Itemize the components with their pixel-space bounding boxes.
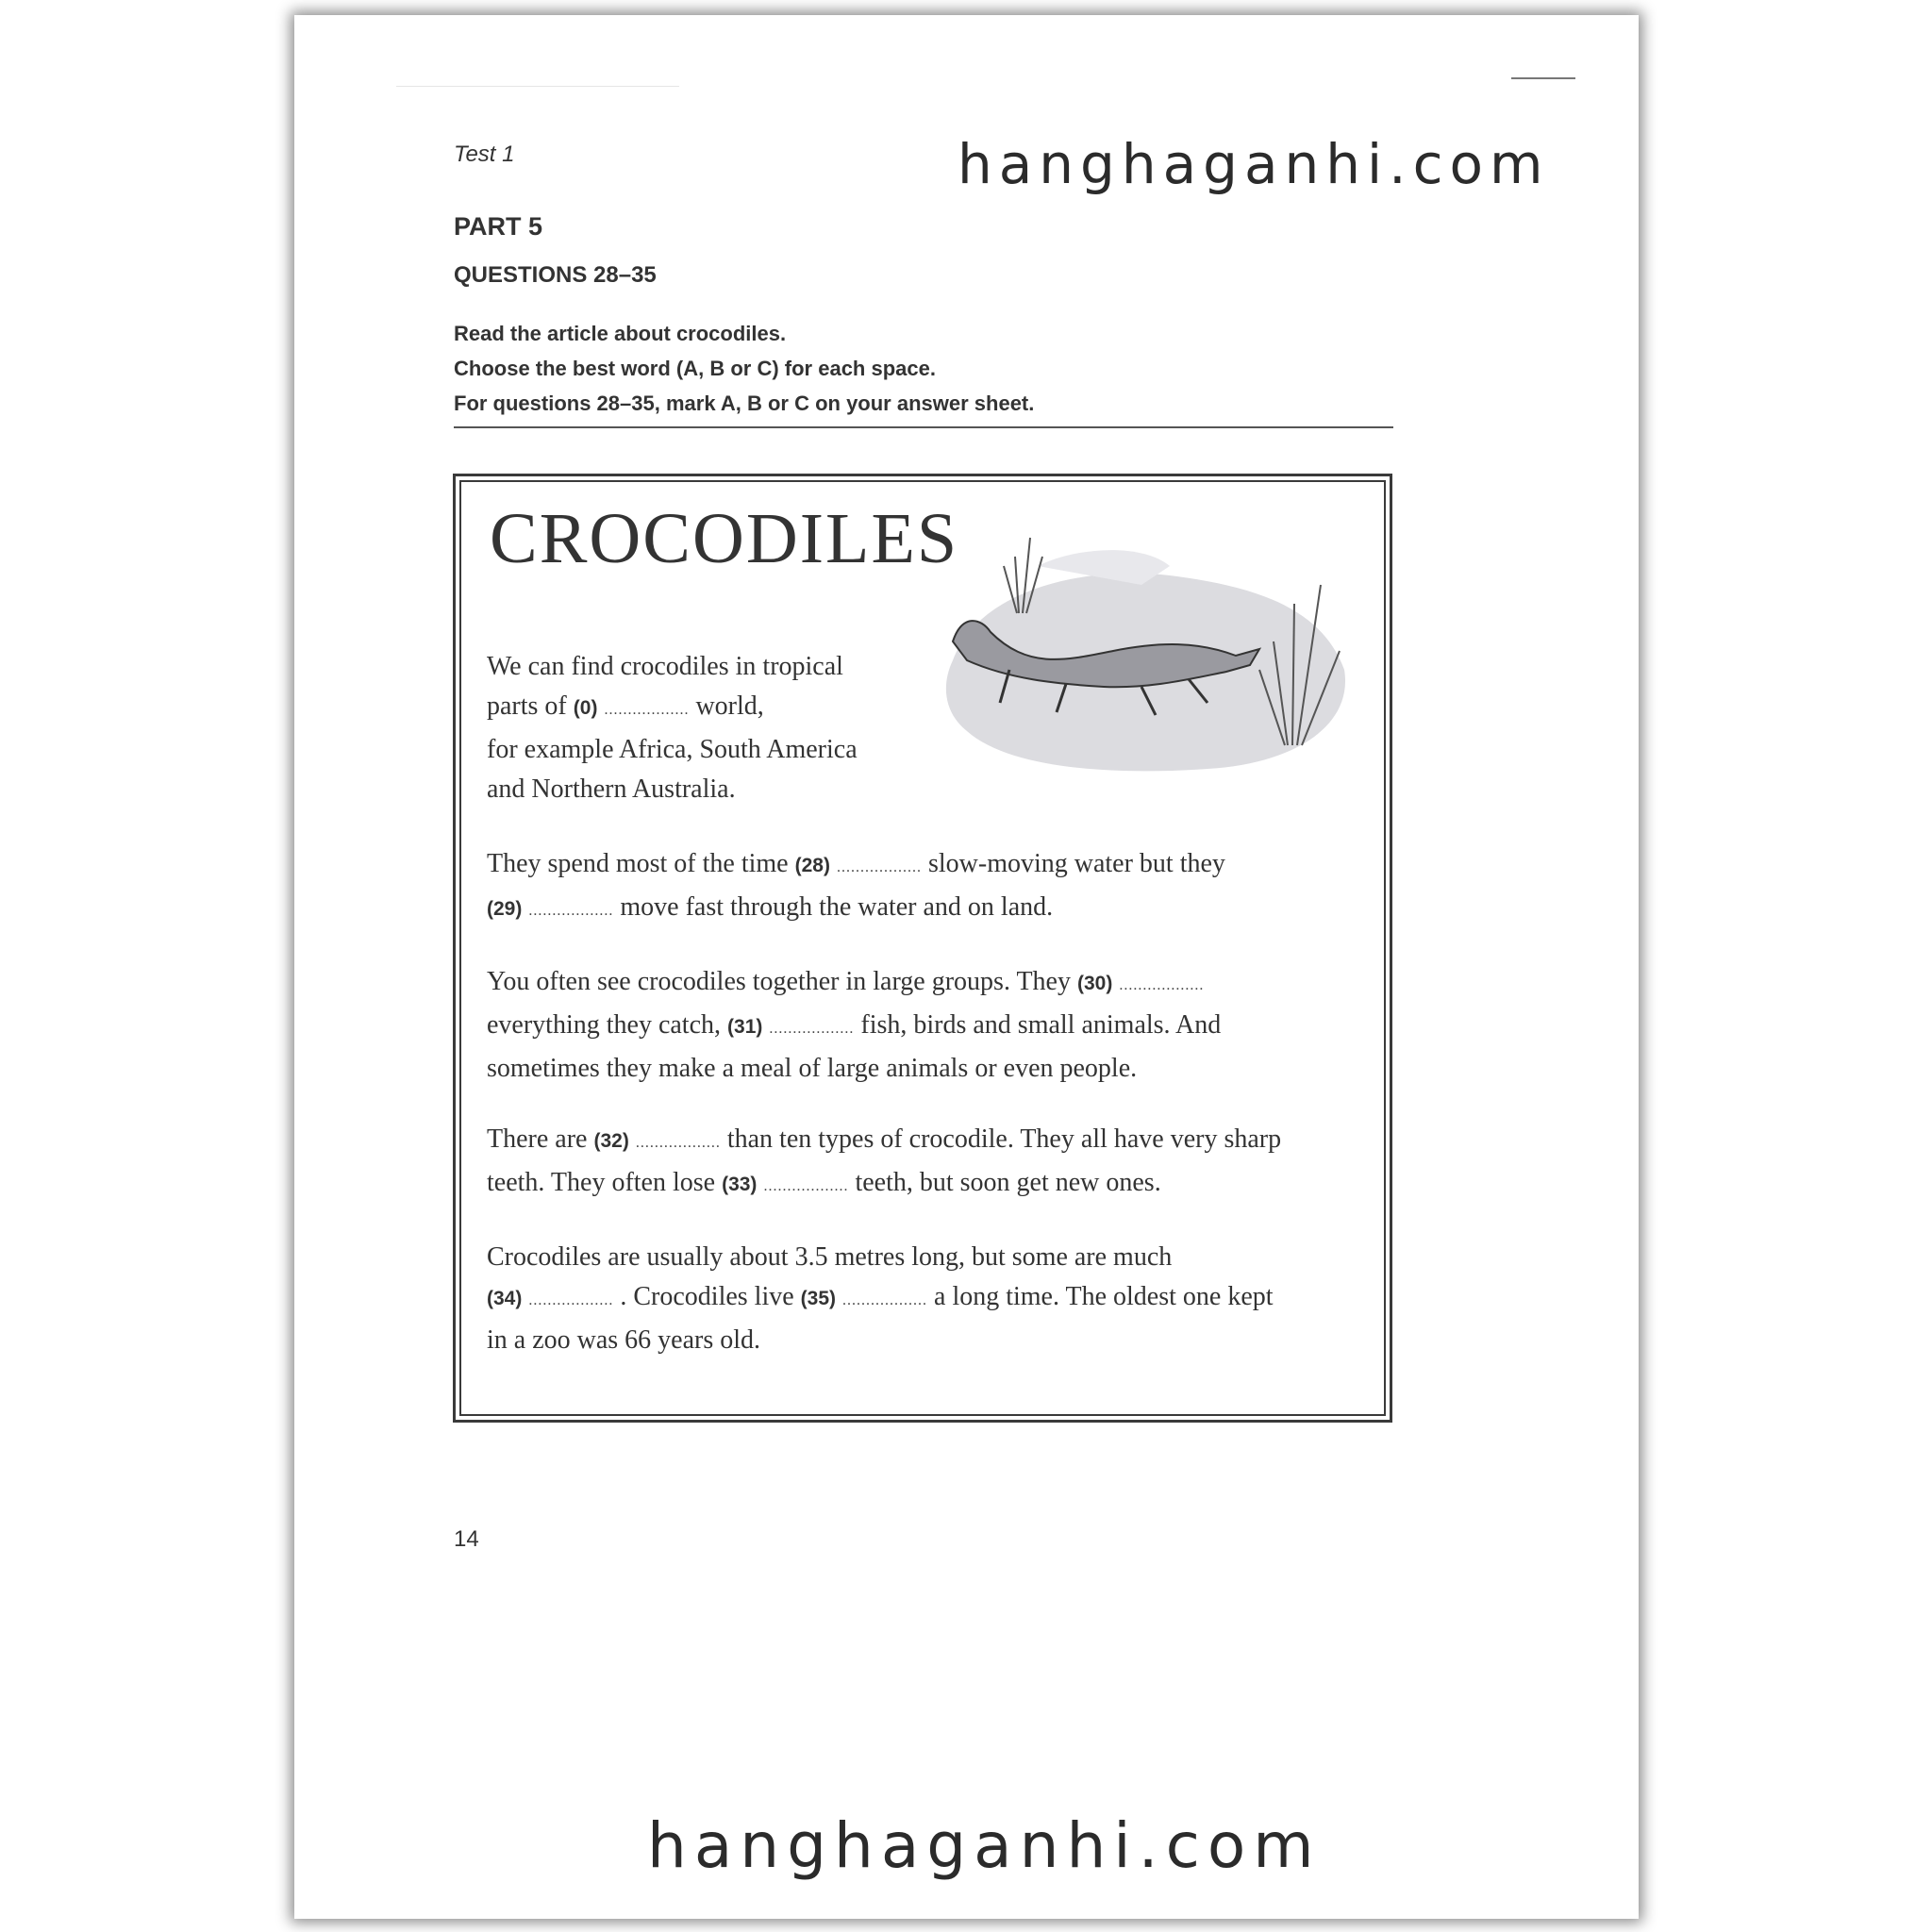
question-number: (31) [727, 1016, 763, 1038]
text-segment: a long time. The oldest one kept [927, 1282, 1274, 1311]
text-line [487, 1006, 1221, 1049]
answer-blank: .................. [528, 903, 614, 919]
text-segment: . Crocodiles live [613, 1282, 801, 1311]
question-number: (32) [593, 1130, 629, 1152]
text-segment: fish, birds and small animals. And [854, 1010, 1222, 1040]
question-number: (33) [722, 1174, 758, 1195]
article-title: CROCODILES [490, 499, 959, 578]
text-segment: There are [487, 1124, 594, 1154]
header-divider [454, 426, 1393, 428]
text-line [487, 1277, 1274, 1321]
text-line: Crocodiles are usually about 3.5 metres long, but some are much [487, 1242, 1173, 1272]
answer-blank: .................. [842, 1292, 928, 1308]
text-segment: parts of [487, 691, 574, 721]
watermark-bottom: hanghaganhi.com [647, 1809, 1322, 1882]
corner-rule [1511, 77, 1575, 79]
question-number: (29) [487, 898, 523, 920]
text-line: for example Africa, South America [487, 735, 858, 764]
answer-blank: .................. [635, 1135, 721, 1151]
text-segment: than ten types of crocodile. They all have very sharp [720, 1124, 1282, 1154]
question-number: (34) [487, 1288, 523, 1309]
answer-blank: .................. [763, 1178, 849, 1194]
text-line: in a zoo was 66 years old. [487, 1325, 761, 1355]
test-label: Test 1 [454, 142, 515, 167]
article-paragraph [487, 647, 858, 809]
text-line: sometimes they make a meal of large animals or even people. [487, 1054, 1138, 1083]
answer-blank: .................. [769, 1021, 855, 1037]
answer-blank: .................. [1119, 977, 1205, 993]
crocodile-illustration [924, 528, 1358, 792]
text-line: and Northern Australia. [487, 774, 736, 804]
instruction-line: Read the article about crocodiles. [454, 322, 787, 345]
text-segment: move fast through the water and on land. [613, 892, 1054, 922]
questions-label: QUESTIONS 28–35 [454, 262, 657, 288]
article-paragraph [487, 1238, 1274, 1360]
faint-line [396, 86, 679, 87]
question-number: (35) [800, 1288, 837, 1309]
article-paragraph [487, 962, 1221, 1089]
answer-blank: .................. [836, 859, 922, 875]
text-line [487, 844, 1225, 888]
question-number: (0) [573, 697, 598, 719]
part-label: PART 5 [454, 212, 543, 241]
text-segment: teeth. They often lose [487, 1168, 723, 1197]
text-line [487, 1163, 1281, 1207]
text-segment: You often see crocodiles together in large groups. They [487, 967, 1077, 996]
text-line [487, 687, 858, 730]
question-number: (28) [794, 855, 830, 876]
text-segment: They spend most of the time [487, 849, 795, 878]
text-line: We can find crocodiles in tropical [487, 652, 843, 681]
article-paragraph [487, 844, 1225, 931]
instruction-line: For questions 28–35, mark A, B or C on your answer sheet. [454, 391, 1035, 415]
text-segment: everything they catch, [487, 1010, 728, 1040]
text-segment: teeth, but soon get new ones. [848, 1168, 1161, 1197]
text-line [487, 1120, 1281, 1163]
watermark-top: hanghaganhi.com [958, 132, 1550, 196]
text-segment: slow-moving water but they [921, 849, 1225, 878]
answer-blank: .................. [528, 1292, 614, 1308]
text-line [487, 962, 1221, 1006]
text-line [487, 888, 1225, 931]
page-number: 14 [454, 1526, 479, 1552]
instructions [454, 316, 1034, 421]
question-number: (30) [1076, 973, 1113, 994]
article-paragraph [487, 1120, 1281, 1207]
text-segment: world, [689, 691, 764, 721]
instruction-line: Choose the best word (A, B or C) for each space. [454, 357, 936, 380]
answer-blank: .................. [604, 702, 690, 718]
